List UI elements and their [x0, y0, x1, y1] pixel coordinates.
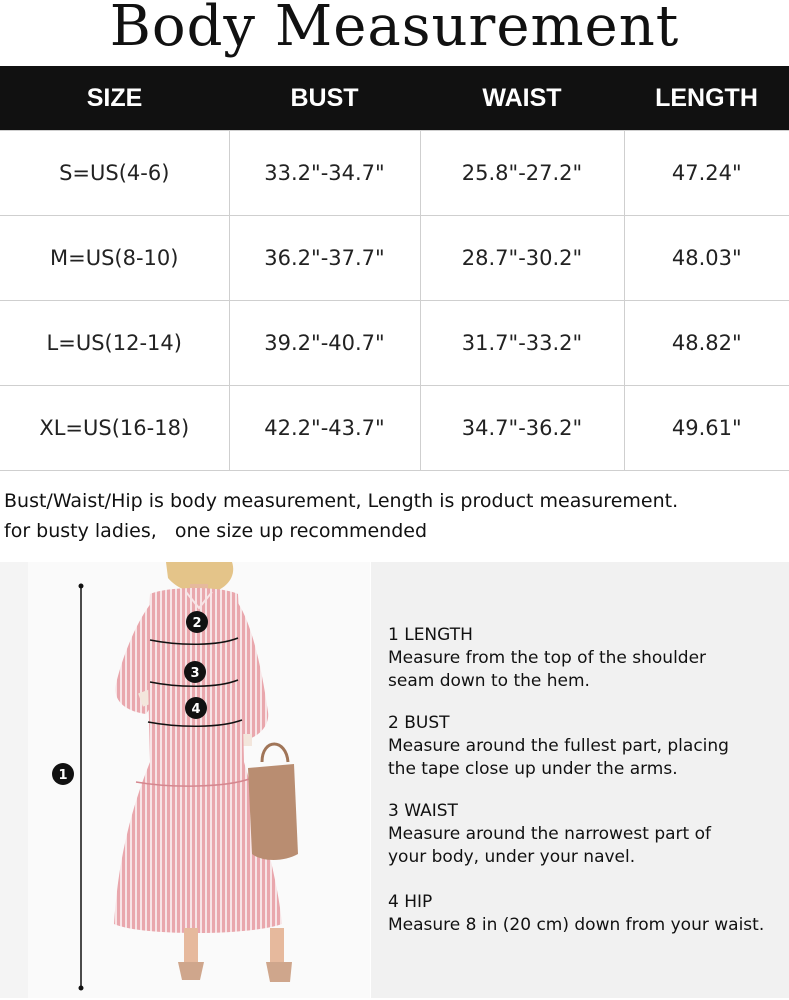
cell-length: 49.61" [624, 386, 789, 471]
cell-length: 48.03" [624, 216, 789, 301]
cell-bust: 36.2"-37.7" [229, 216, 420, 301]
cell-waist: 34.7"-36.2" [420, 386, 624, 471]
cell-size: L=US(12-14) [0, 301, 229, 386]
svg-text:4: 4 [191, 702, 201, 717]
header-bust: BUST [229, 66, 420, 131]
step-heading: 3 WAIST [388, 801, 458, 821]
step-text: Measure around the narrowest part of [388, 824, 711, 844]
guide-step-waist [388, 800, 711, 869]
model-photo-panel [0, 562, 370, 998]
marker-length-badge [52, 763, 74, 785]
cell-size: M=US(8-10) [0, 216, 229, 301]
cell-bust: 33.2"-34.7" [229, 131, 420, 216]
cell-size: S=US(4-6) [0, 131, 229, 216]
step-text: the tape close up under the arms. [388, 759, 678, 779]
cell-bust: 42.2"-43.7" [229, 386, 420, 471]
header-size: SIZE [0, 66, 229, 131]
measurement-notes [4, 486, 678, 546]
svg-text:1: 1 [58, 768, 68, 783]
svg-text:3: 3 [190, 666, 200, 681]
cell-waist: 31.7"-33.2" [420, 301, 624, 386]
step-heading: 4 HIP [388, 892, 433, 912]
table-header-row [0, 66, 789, 131]
step-text: Measure 8 in (20 cm) down from your waist. [388, 915, 765, 935]
marker-bust-badge [186, 611, 208, 633]
cell-waist: 25.8"-27.2" [420, 131, 624, 216]
length-line-top [79, 584, 84, 589]
left-sandal [178, 962, 204, 980]
length-line-bottom [79, 986, 84, 991]
step-text: Measure around the fullest part, placing [388, 736, 729, 756]
guide-step-length [388, 624, 706, 693]
step-text: your body, under your navel. [388, 847, 636, 867]
cell-waist: 28.7"-30.2" [420, 216, 624, 301]
table-row [0, 131, 789, 216]
page-title: Body Measurement [109, 0, 680, 59]
table-row [0, 301, 789, 386]
measurement-guide-panel [371, 562, 789, 998]
size-chart-table [0, 66, 789, 471]
header-waist: WAIST [420, 66, 624, 131]
cell-bust: 39.2"-40.7" [229, 301, 420, 386]
note-busty-recommendation: for busty ladies, one size up recommended [4, 520, 428, 542]
step-text: seam down to the hem. [388, 671, 590, 691]
marker-hip-badge [185, 697, 207, 719]
step-heading: 1 LENGTH [388, 625, 473, 645]
table-row [0, 216, 789, 301]
handbag [248, 764, 298, 860]
cell-size: XL=US(16-18) [0, 386, 229, 471]
right-sandal [266, 962, 292, 982]
step-text: Measure from the top of the shoulder [388, 648, 707, 668]
note-body-measurement: Bust/Waist/Hip is body measurement, Length is product measurement. [4, 490, 679, 512]
model-dress-illustration [0, 562, 370, 998]
header-length: LENGTH [624, 66, 789, 131]
svg-text:2: 2 [192, 616, 202, 631]
cell-length: 48.82" [624, 301, 789, 386]
cell-length: 47.24" [624, 131, 789, 216]
table-row [0, 386, 789, 471]
marker-waist-badge [184, 661, 206, 683]
step-heading: 2 BUST [388, 713, 450, 733]
bag-handle [262, 744, 288, 762]
guide-step-bust [388, 712, 729, 781]
guide-step-hip [388, 891, 764, 937]
